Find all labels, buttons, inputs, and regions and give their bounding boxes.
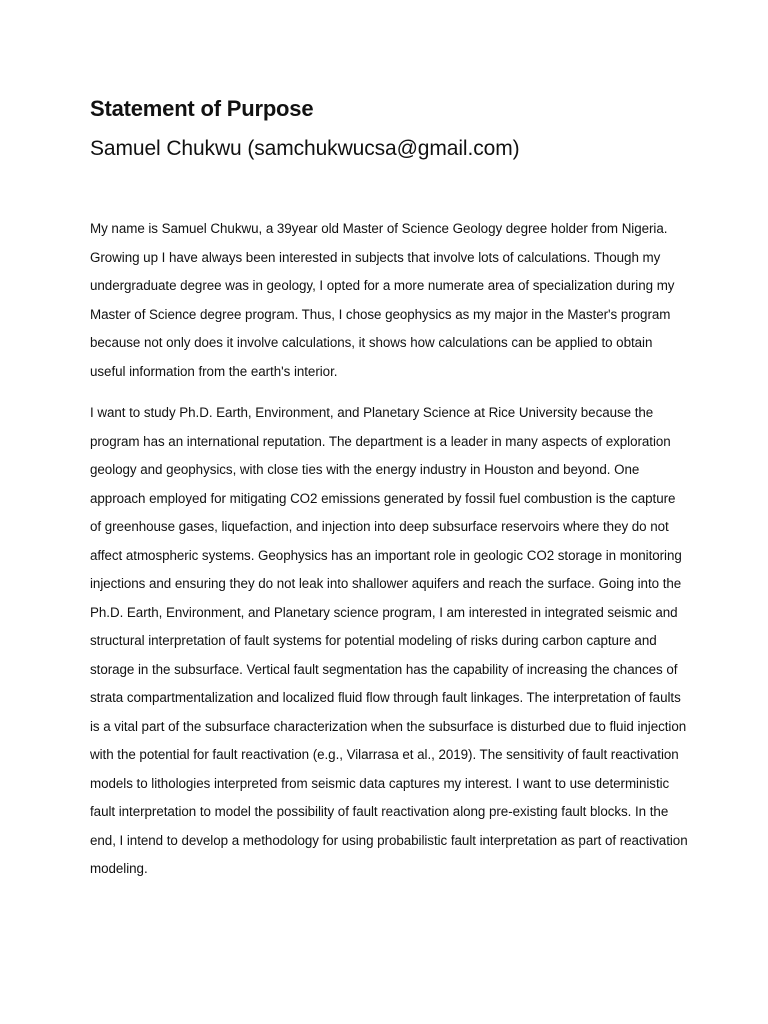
author-line: Samuel Chukwu (samchukwucsa@gmail.com) — [90, 137, 520, 160]
paragraph-1: My name is Samuel Chukwu, a 39year old Master of Science Geology degree holder from Nigeria. Growing up I have always been interested in subjects that involve lots of calculations. Though my undergraduate degree was in geology, I opted for a more numerate area of specialization during my Master of Science degree program. Thus, I chose geophysics as my major in the Master's program because not only does it involve calculations, it shows how calculations can be applied to obtain useful information from the earth's interior. — [90, 221, 675, 379]
document-body — [90, 215, 690, 884]
document-title: Statement of Purpose — [90, 96, 314, 121]
document-content — [90, 94, 690, 897]
paragraph-2: I want to study Ph.D. Earth, Environment, and Planetary Science at Rice University because the program has an international reputation. The department is a leader in many aspects of exploration geology and geophysics, with close ties with the energy industry in Houston and beyond. One approach employed for mitigating CO2 emissions generated by fossil fuel combustion is the capture of greenhouse gases, liquefaction, and injection into deep subsurface reservoirs where they do not affect atmospheric systems. Geophysics has an important role in geologic CO2 storage in monitoring injections and ensuring they do not leak into shallower aquifers and reach the surface. Going into the Ph.D. Earth, Environment, and Planetary science program, I am interested in integrated seismic and structural interpretation of fault systems for potential modeling of risks during carbon capture and storage in the subsurface. Vertical fault segmentation has the capability of increasing the chances of strata compartmentalization and localized fluid flow through fault linkages. The interpretation of faults is a vital part of the subsurface characterization when the subsurface is disturbed due to fluid injection with the potential for fault reactivation (e.g., Vilarrasa et al., 2019). The sensitivity of fault reactivation models to lithologies interpreted from seismic data captures my interest. I want to use deterministic fault interpretation to model the possibility of fault reactivation along pre-existing fault blocks. In the end, I intend to develop a methodology for using probabilistic fault interpretation as part of reactivation modeling. — [90, 405, 688, 876]
